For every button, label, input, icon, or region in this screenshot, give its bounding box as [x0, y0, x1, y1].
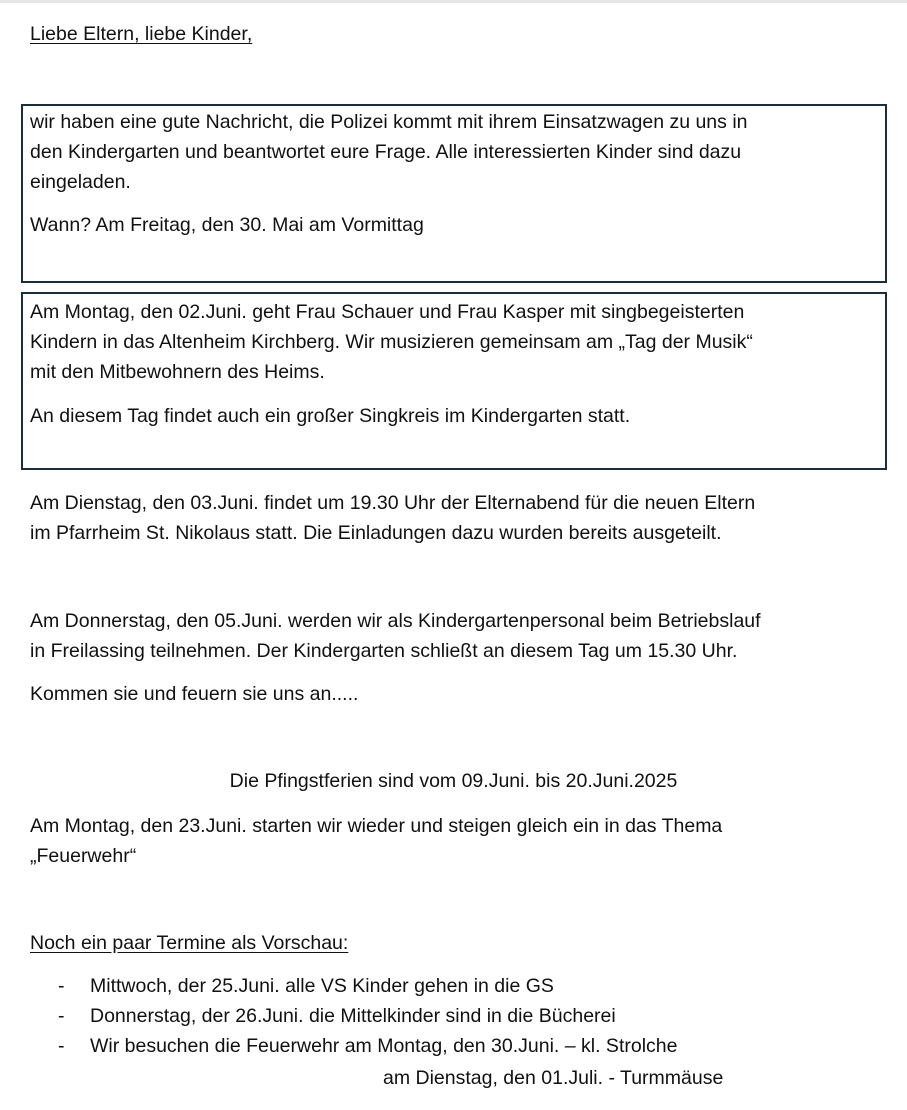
top-divider [0, 0, 907, 3]
list-item-text: Wir besuchen die Feuerwehr am Montag, den 30.Juni. – kl. Strolche [90, 1035, 678, 1057]
police-line-2: den Kindergarten und beantwortet eure Frage. Alle interessierten Kinder sind dazu [30, 141, 742, 163]
police-visit-when: Wann? Am Freitag, den 30. Mai am Vormittag [30, 214, 424, 236]
bullet-continuation: am Dienstag, den 01.Juli. - Turmmäuse [383, 1067, 724, 1089]
music-day-extra: An diesem Tag findet auch ein großer Singkreis im Kindergarten statt. [30, 405, 631, 427]
music-day-text [30, 297, 898, 387]
bullet-dash: - [58, 1035, 65, 1057]
police-line-3: eingeladen. [30, 171, 131, 193]
music-line-3: mit den Mitbewohnern des Heims. [30, 361, 325, 383]
restart-line-1: Am Montag, den 23.Juni. starten wir wieder und steigen gleich ein in das Thema [30, 815, 723, 837]
bullet-dash: - [58, 975, 65, 997]
holidays-line: Die Pfingstferien sind vom 09.Juni. bis 20.Juni.2025 [229, 770, 678, 792]
tuesday-line-2: im Pfarrheim St. Nikolaus statt. Die Einladungen dazu wurden bereits ausgeteilt. [30, 522, 722, 544]
preview-heading: Noch ein paar Termine als Vorschau: [30, 932, 349, 954]
restart-line-2: „Feuerwehr“ [30, 845, 137, 867]
bullet-dash: - [58, 1005, 65, 1027]
list-item-text: Mittwoch, der 25.Juni. alle VS Kinder gehen in die GS [90, 975, 554, 997]
greeting: Liebe Eltern, liebe Kinder, [30, 23, 253, 45]
thursday-line-1: Am Donnerstag, den 05.Juni. werden wir als Kindergartenpersonal beim Betriebslauf [30, 610, 761, 632]
list-item-text: Donnerstag, der 26.Juni. die Mittelkinder sind in die Bücherei [90, 1005, 616, 1027]
tuesday-line-1: Am Dienstag, den 03.Juni. findet um 19.30 Uhr der Elternabend für die neuen Eltern [30, 492, 756, 514]
restart-paragraph [30, 811, 898, 871]
thursday-line-2: in Freilassing teilnehmen. Der Kindergarten schließt an diesem Tag um 15.30 Uhr. [30, 640, 738, 662]
cheer-line: Kommen sie und feuern sie uns an..... [30, 683, 359, 705]
police-line-1: wir haben eine gute Nachricht, die Polizei kommt mit ihrem Einsatzwagen zu uns in [30, 111, 748, 133]
music-line-2: Kindern in das Altenheim Kirchberg. Wir musizieren gemeinsam am „Tag der Musik“ [30, 331, 753, 353]
parents-evening-paragraph [30, 488, 898, 548]
music-line-1: Am Montag, den 02.Juni. geht Frau Schauer und Frau Kasper mit singbegeisterten [30, 301, 745, 323]
police-visit-text [30, 107, 898, 197]
company-run-paragraph [30, 606, 898, 666]
